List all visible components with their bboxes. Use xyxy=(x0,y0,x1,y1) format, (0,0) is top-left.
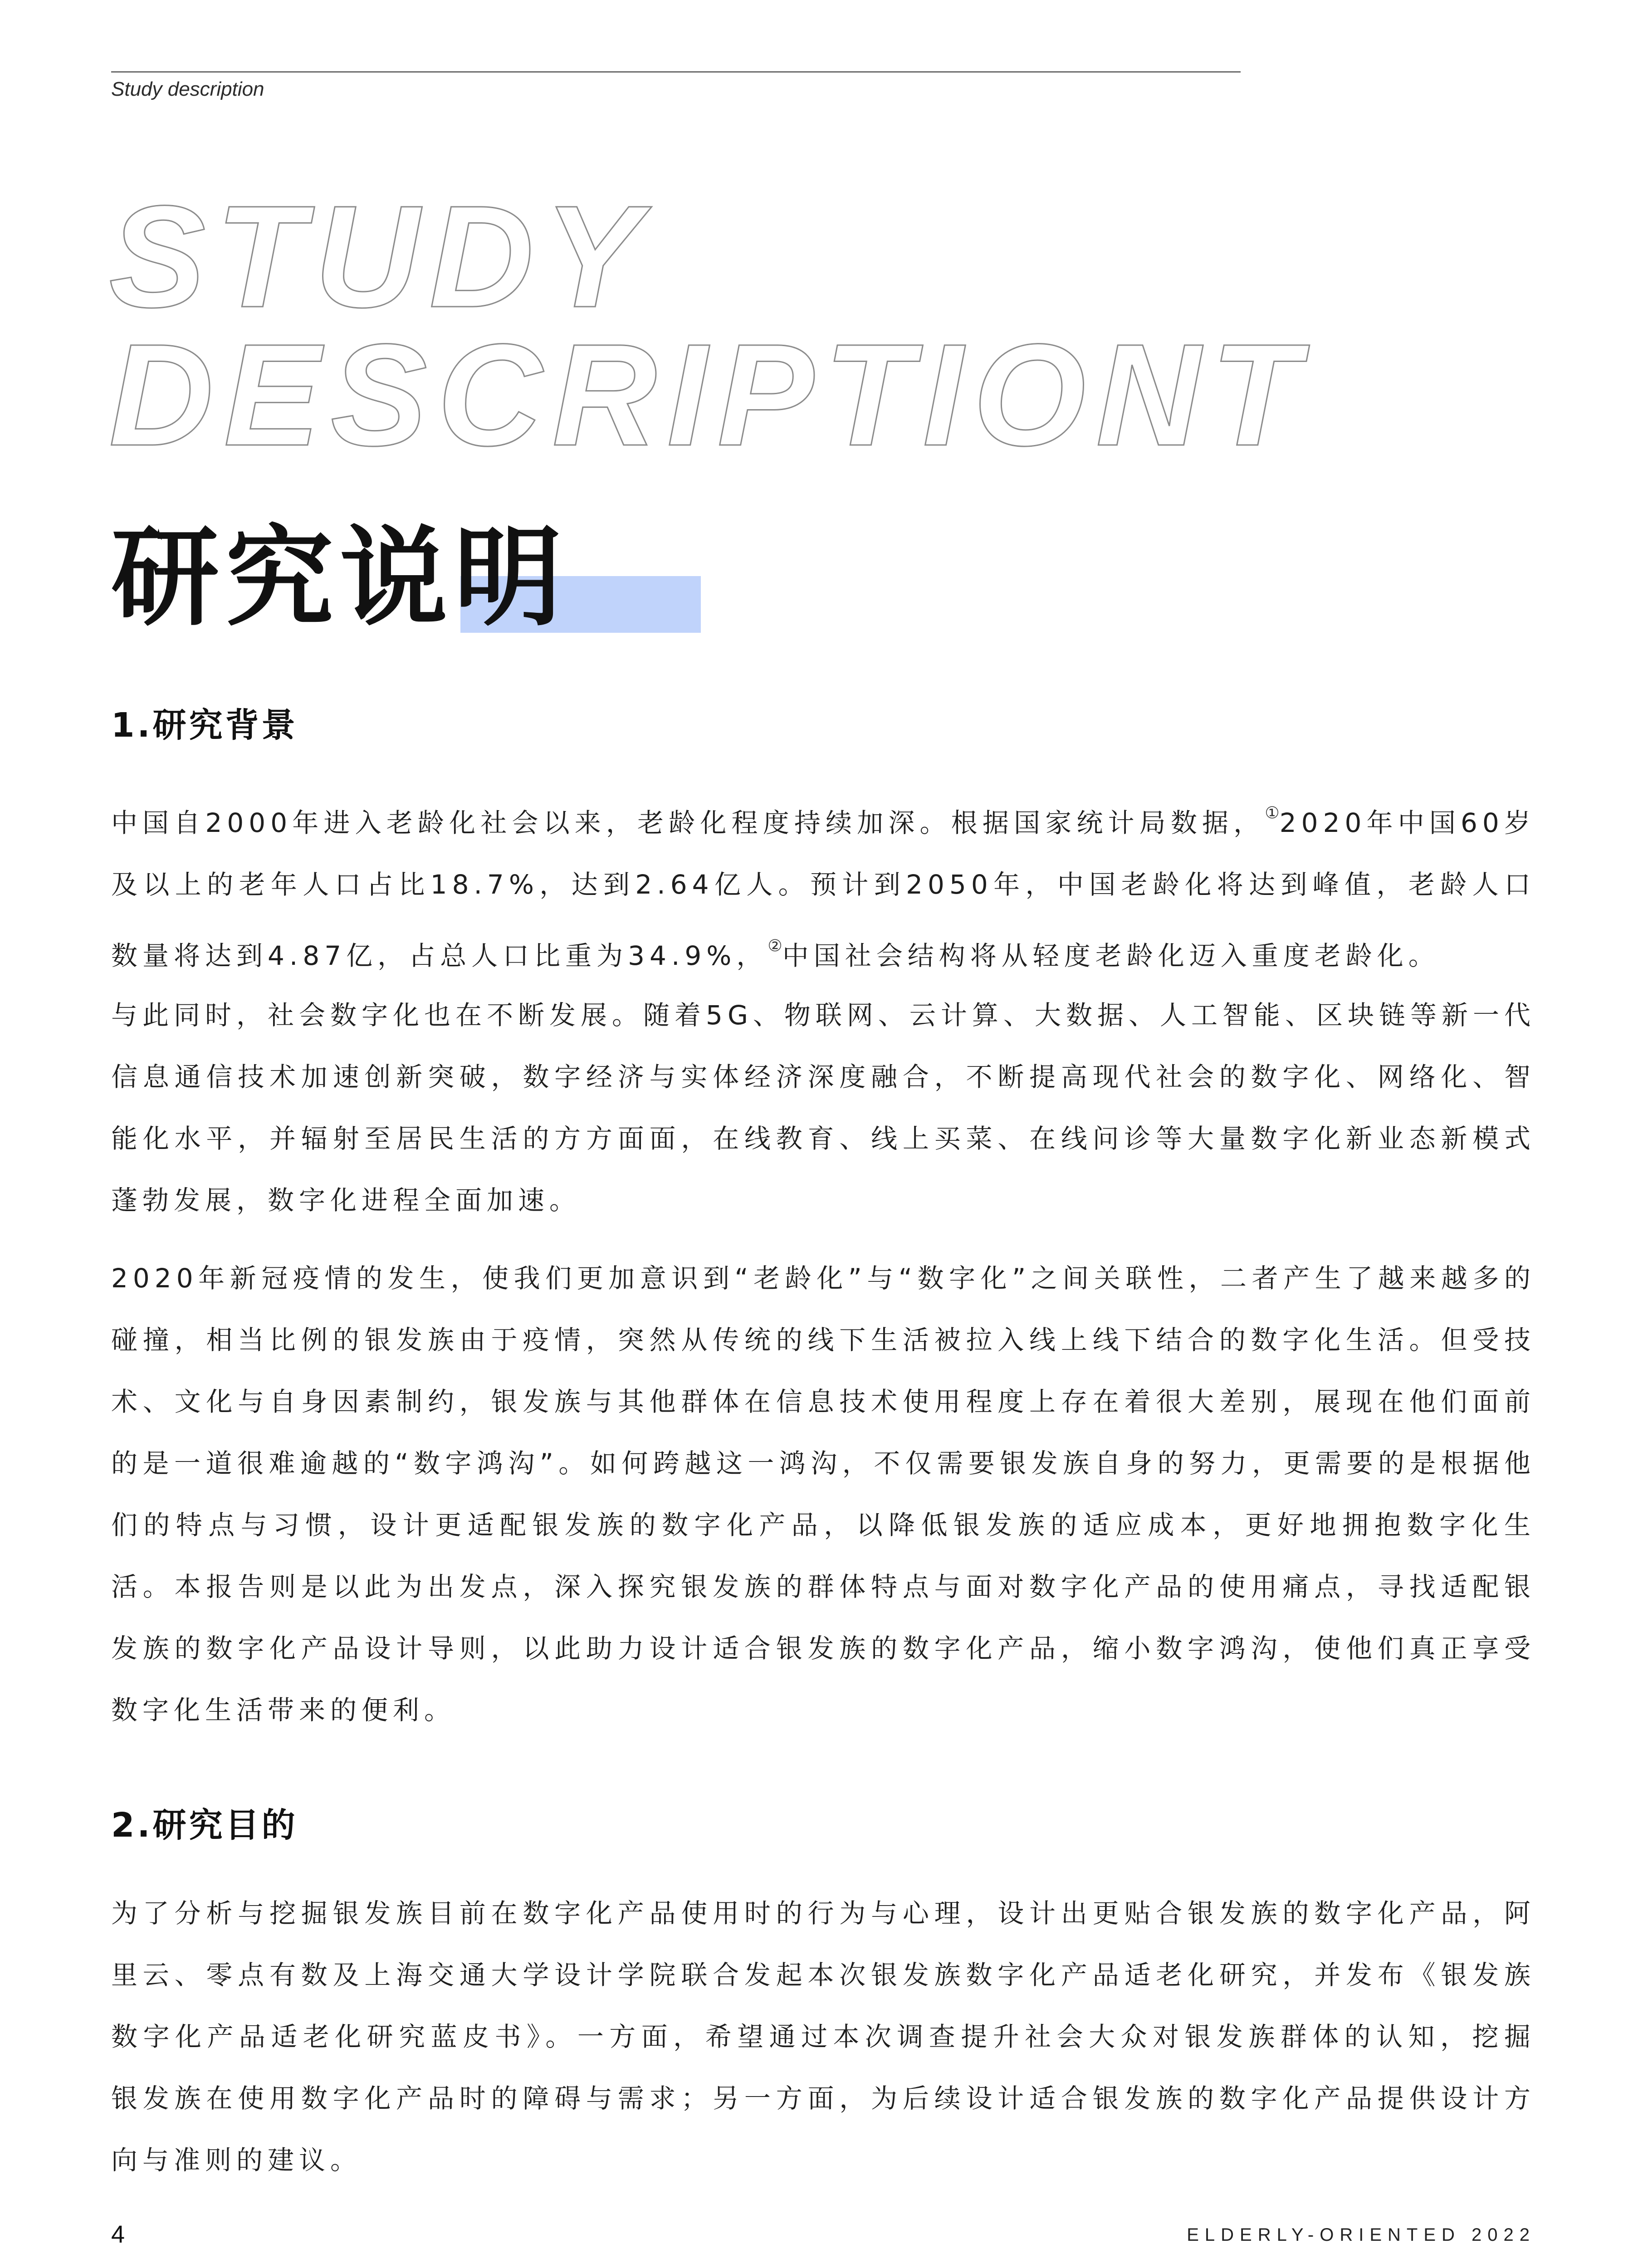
paragraph-background-2: 与此同时，社会数字化也在不断发展。随着5G、物联网、云计算、大数据、人工智能、区块链等新一代信息通信技术加速创新突破，数字经济与实体经济深度融合，不断提高现代社会的数字化、网络化、智能化水平，并辐射至居民生活的方方面面，在线教育、线上买菜、在线问诊等大量数字化新业态新模式蓬勃发展，数字化进程全面加速。 xyxy=(111,1000,1535,1216)
paragraph-background-3: 2020年新冠疫情的发生，使我们更加意识到“老龄化”与“数字化”之间关联性，二者产生了越来越多的碰撞，相当比例的银发族由于疫情，突然从传统的线下生活被拉入线上线下结合的数字化生活。但受技术、文化与自身因素制约，银发族与其他群体在信息技术使用程度上存在着很大差别，展现在他们面前的是一道很难逾越的“数字鸿沟”。如何跨越这一鸿沟，不仅需要银发族自身的努力，更需要的是根据他们的特点与习惯，设计更适配银发族的数字化产品，以降低银发族的适应成本，更好地拥抱数字化生活。本报告则是以此为出发点，深入探究银发族的群体特点与面对数字化产品的使用痛点，寻找适配银发族的数字化产品设计导则，以此助力设计适合银发族的数字化产品，缩小数字鸿沟，使他们真正享受数字化生活带来的便利。 xyxy=(111,1263,1535,1725)
paragraph-purpose: 为了分析与挖掘银发族目前在数字化产品使用时的行为与心理，设计出更贴合银发族的数字化产品，阿里云、零点有数及上海交通大学设计学院联合发起本次银发族数字化产品适老化研究，并发布《银发族数字化产品适老化研究蓝皮书》。一方面，希望通过本次调查提升社会大众对银发族群体的认知，挖掘银发族在使用数字化产品时的障碍与需求；另一方面，为后续设计适合银发族的数字化产品提供设计方向与准则的建议。 xyxy=(111,1898,1535,2175)
paragraph-text: 中国社会结构将从轻度老龄化迈入重度老龄化。 xyxy=(782,940,1440,971)
page-title: 研究说明 xyxy=(111,515,568,641)
footer-brand: ELDERLY-ORIENTED 2022 xyxy=(1187,2225,1535,2245)
footnote-marker-1: ① xyxy=(1265,804,1280,822)
paragraph-text: 2020年中国60岁及以上的老年人口占比18.7%，达到2.64亿人。预计到2050年，中国老龄化将达到峰值，老龄人口数量将达到4.87亿，占总人口比重为34.9%， xyxy=(111,807,1535,971)
page-number: 4 xyxy=(111,2221,125,2248)
paragraph-background-1 xyxy=(111,782,1535,987)
main-heading-block xyxy=(111,517,728,640)
outline-title-line-2: DESCRIPTIONT xyxy=(109,313,1310,476)
outline-title-line-1: STUDY xyxy=(109,175,651,337)
running-header: Study description xyxy=(111,78,264,100)
paragraph-text: 中国自2000年进入老龄化社会以来，老龄化程度持续加深。根据国家统计局数据， xyxy=(111,807,1265,838)
footnote-marker-2: ② xyxy=(768,937,782,955)
section-title-purpose: 2.研究目的 xyxy=(111,1806,298,1845)
header-rule xyxy=(111,71,1241,73)
section-title-background: 1.研究背景 xyxy=(111,706,298,745)
